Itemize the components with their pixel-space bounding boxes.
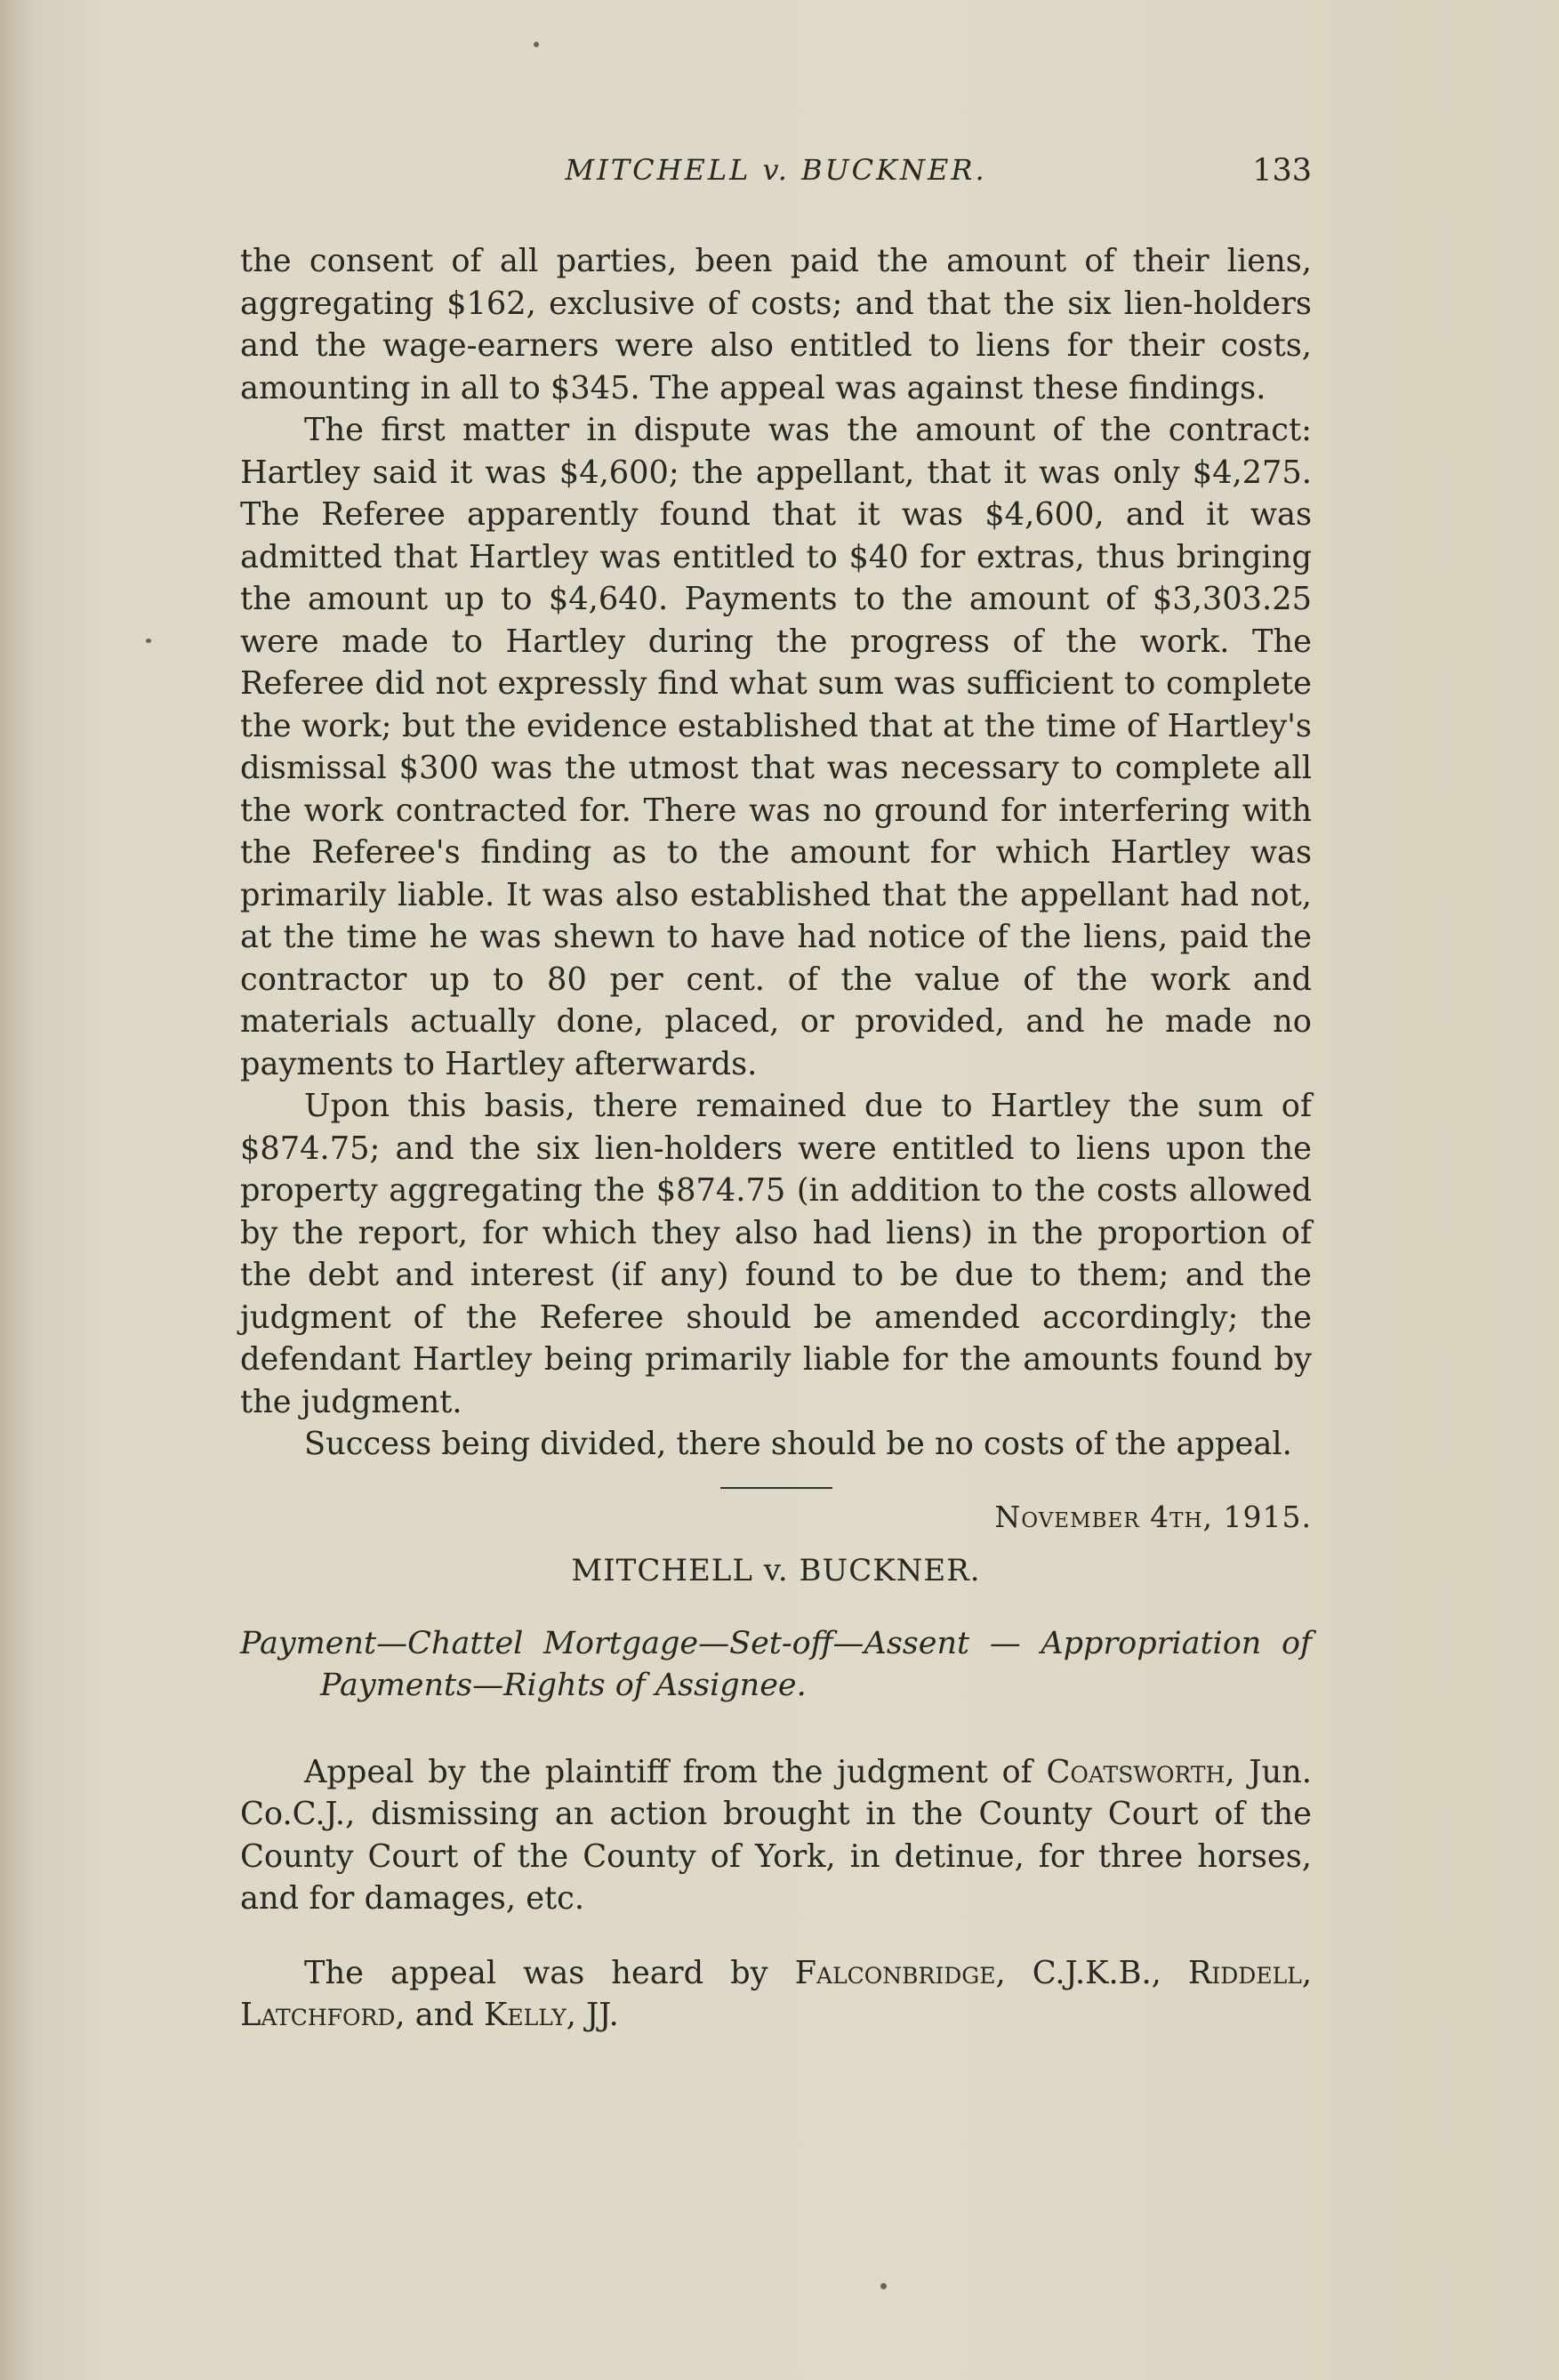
running-head [240,153,1312,199]
judge-latchford: Latchford [240,1997,396,2033]
running-title: MITCHELL v. BUCKNER. [565,153,987,187]
judge-name: Coatsworth [1046,1753,1226,1790]
paragraph-heard [240,1952,1312,2037]
section-rule [720,1487,832,1489]
appeal-text-start: Appeal by the plaintiff from the judgment of [304,1753,1047,1790]
page-number: 133 [1252,153,1312,189]
appeal-text-end: , Jun. Co.C.J., dismissing an action brought in the County Court of the County Court of the County of York, in detinue, for three horses, and for damages, etc. [240,1753,1312,1917]
paragraph-continued: the consent of all parties, been paid the amount of their liens, aggregating $162, exclusive of costs; and that the six lien-holders and the wage-earners were also entitled to liens for their costs, amounting in all to $345. The appeal was against these findings. [240,243,1312,406]
judge-riddell: Riddell [1187,1954,1302,1991]
case-title: MITCHELL v. BUCKNER. [571,1553,981,1588]
judge-kelly: Kelly [484,1997,567,2033]
paper-speck [146,639,151,643]
paper-speck [534,42,539,47]
heard-text-5: , JJ. [566,1997,619,2033]
paragraph-basis: Upon this basis, there remained due to Hartley the sum of $874.75; and the six lien-holders were entitled to liens upon the property aggregating the $874.75 (in addition to the costs allowed by the report, for which they also had liens) in the proportion of the debt and interest (if any) found to be due to them; and the judgment of the Referee should be amended accordingly; the defendant Hartley being primarily liable for the amounts found by the judgment. [240,1088,1312,1420]
headnote: Payment—Chattel Mortgage—Set-off—Assent — Appropriation of Payments—Rights of Assignee. [240,1625,1312,1703]
heard-text-3: , [1301,1954,1312,1991]
paragraph-costs: Success being divided, there should be no costs of the appeal. [304,1426,1292,1462]
judge-falconbridge: Falconbridge [794,1954,996,1991]
paragraph-appeal [240,1751,1312,1920]
heard-text-4: , and [395,1997,485,2033]
paragraph-contract-dispute: The first matter in dispute was the amount of the contract: Hartley said it was $4,600; the appellant, that it was only $4,275. The Referee apparently found that it was $4,600, and it was admitted that Hartley was entitled to $40 for extras, thus bringing the amount up to $4,640. Payments to the amount of $3,303.25 were made to Hartley during the progress of the work. The Referee did not expressly find what sum was sufficient to complete the work; but the evidence established that at the time of Hartley's dismissal $300 was the utmost that was necessary to complete all the work contracted for. There was no ground for interfering with the Referee's finding as to the amount for which Hartley was primarily liable. It was also established that the appellant had not, at the time he was shewn to have had notice of the liens, paid the contractor up to 80 per cent. of the value of the work and materials actually done, placed, or provided, and he made no payments to Hartley afterwards. [240,412,1312,1082]
heard-text-2: , C.J.K.B., [995,1954,1188,1991]
decision-date: November 4th, 1915. [994,1499,1312,1534]
body-text [240,240,1312,2037]
heard-text-1: The appeal was heard by [304,1954,795,1991]
paper-speck [880,2283,887,2289]
